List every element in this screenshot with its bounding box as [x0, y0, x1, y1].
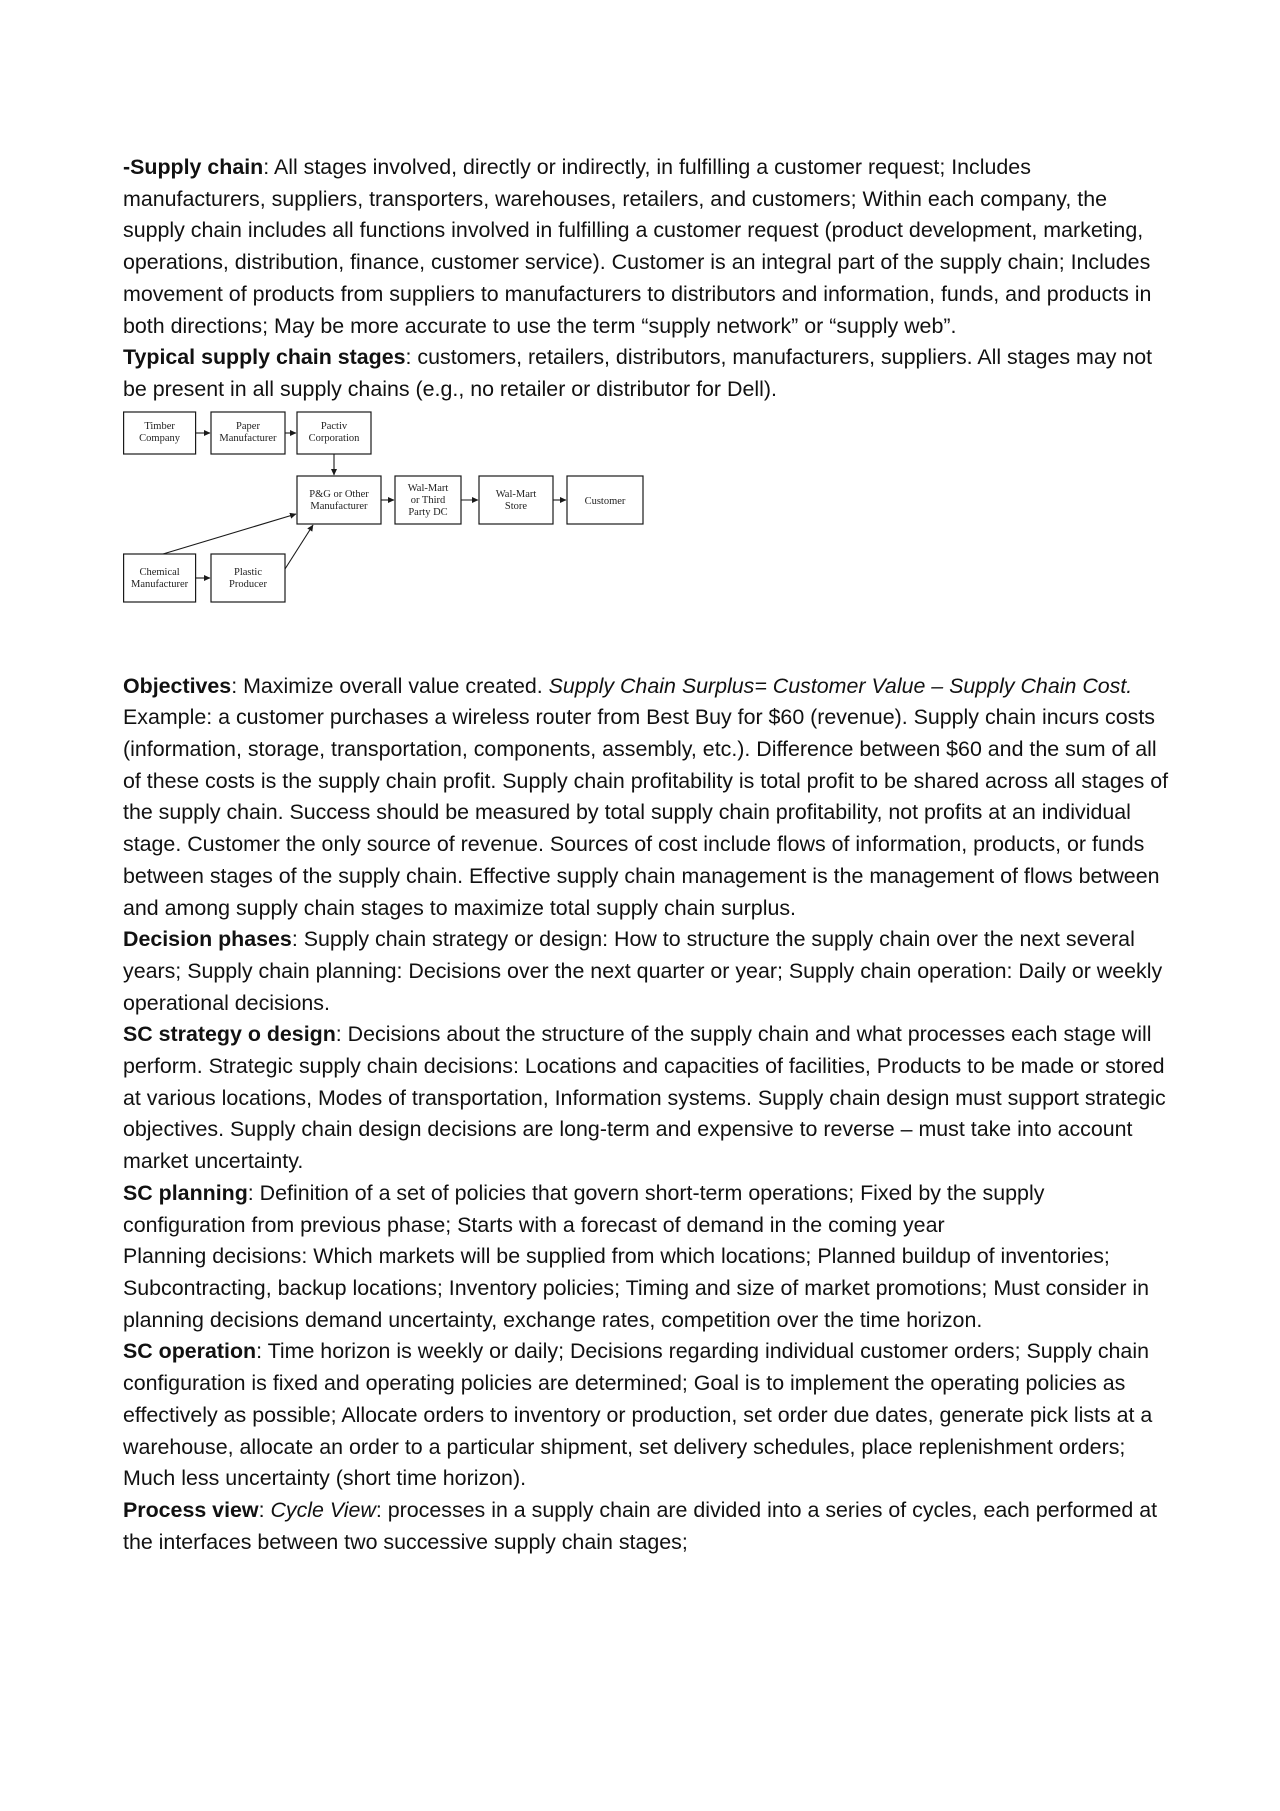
pg-label-2: Manufacturer — [310, 500, 368, 512]
document-page — [123, 152, 1169, 1558]
walmart-dc-label-3: Party DC — [408, 506, 448, 518]
paragraph-example — [123, 702, 1169, 924]
term-process-view: Process view — [123, 1497, 259, 1522]
paragraph-process-view — [123, 1495, 1169, 1558]
text-example: Example: a customer purchases a wireless router from Best Buy for $60 (revenue). Supply chain incurs costs (information, storage, transportation, components, assembly, etc.). Difference between $60 and the sum of all of these costs is the supply chain profit. Supply chain profitability is total profit to be shared across all stages of the supply chain. Success should be measured by total supply chain profitability, not profits at an individual stage. Customer the only source of revenue. Sources of cost include flows of information, products, or funds between stages of the supply chain. Effective supply chain management is the management of flows between and among supply chain stages to maximize total supply chain surplus. — [123, 705, 1169, 920]
paper-label-2: Manufacturer — [219, 432, 277, 444]
walmart-dc-label-1: Wal-Mart — [407, 482, 449, 494]
text-supply-chain: : All stages involved, directly or indirectly, in fulfilling a customer request; Includes manufacturers, suppliers, transporters, warehouses, retailers, and customers; Within each company, the supply chain includes all functions involved in fulfilling a customer request (product development, marketing, operations, distribution, finance, customer service). Customer is an integral part of the supply chain; Includes movement of products from suppliers to manufacturers to distributors and information, funds, and products in both directions; May be more accurate to use the term “supply network” or “supply web”. — [123, 155, 1152, 338]
arrow-chemical-to-pg — [163, 514, 296, 554]
paragraph-sc-operation — [123, 1336, 1169, 1495]
term-decision-phases: Decision phases — [123, 927, 292, 952]
text-planning-decisions: Planning decisions: Which markets will be supplied from which locations; Planned buildup of inventories; Subcontracting, backup locations; Inventory policies; Timing and size of market promotions; Must consider in planning decisions demand uncertainty, exchange rates, competition over the time horizon. — [123, 1244, 1150, 1332]
text-decision-phases: : Supply chain strategy or design: How to structure the supply chain over the next several years; Supply chain planning: Decisions over the next quarter or year; Supply chain operation: Daily or weekly operational decisions. — [123, 927, 1163, 1015]
pactiv-label-1: Pactiv — [320, 420, 348, 432]
paragraph-supply-chain — [123, 152, 1169, 342]
timber-label-2: Company — [139, 432, 181, 444]
box-plastic-producer — [211, 554, 285, 602]
arrow-plastic-to-pg — [285, 525, 313, 569]
plastic-label-1: Plastic — [234, 566, 262, 578]
customer-label: Customer — [584, 495, 626, 507]
box-paper-manufacturer — [211, 412, 285, 454]
text-typical-stages: : customers, retailers, distributors, manufacturers, suppliers. All stages may not be present in all supply chains (e.g., no retailer or distributor for Dell). — [123, 345, 1153, 401]
paragraph-typical-stages — [123, 342, 1169, 405]
pactiv-label-2: Corporation — [308, 432, 360, 444]
separator-process-view: : — [258, 1497, 271, 1522]
box-walmart-dc — [395, 476, 461, 524]
term-sc-planning: SC planning — [123, 1180, 248, 1205]
formula-surplus: Supply Chain Surplus= Customer Value – Supply Chain Cost. — [548, 673, 1133, 698]
term-typical-stages: Typical supply chain stages — [123, 345, 406, 370]
paragraph-planning-decisions — [123, 1241, 1169, 1336]
box-pactiv-corporation — [297, 412, 371, 454]
text-sc-operation: : Time horizon is weekly or daily; Decisions regarding individual customer orders; Supply chain configuration is fixed and operating policies are determined; Goal is to implement the operating policies as effectively as possible; Allocate orders to inventory or production, set order due dates, generate pick lists at a warehouse, allocate an order to a particular shipment, set delivery schedules, place replenishment orders; Much less uncertainty (short time horizon). — [123, 1339, 1153, 1491]
walmart-dc-label-2: or Third — [410, 494, 446, 506]
timber-label-1: Timber — [144, 420, 175, 432]
paragraph-objectives — [123, 671, 1169, 703]
term-sc-operation: SC operation — [123, 1339, 257, 1364]
pg-label-1: P&G or Other — [309, 488, 369, 500]
text-objectives: : Maximize overall value created. — [231, 673, 549, 698]
text-sc-strategy: : Decisions about the structure of the supply chain and what processes each stage will perform. Strategic supply chain decisions: Locations and capacities of facilities, Products to be made or stored at various locations, Modes of transportation, Information systems. Supply chain design must support strategic objectives. Supply chain design decisions are long-term and expensive to reverse – must take into account market uncertainty. — [123, 1022, 1166, 1174]
term-objectives: Objectives — [123, 673, 232, 698]
paragraph-sc-strategy — [123, 1019, 1169, 1178]
paragraph-decision-phases — [123, 924, 1169, 1019]
term-supply-chain: -Supply chain — [123, 155, 264, 179]
walmart-store-label-1: Wal-Mart — [495, 488, 537, 500]
box-customer — [567, 476, 643, 524]
chemical-label-2: Manufacturer — [131, 578, 189, 590]
box-timber-company — [124, 412, 196, 454]
box-chemical-manufacturer — [124, 554, 196, 602]
paper-label-1: Paper — [236, 420, 260, 432]
box-walmart-store — [479, 476, 553, 524]
walmart-store-label-2: Store — [504, 500, 528, 512]
term-sc-strategy: SC strategy o design — [123, 1022, 336, 1047]
box-pg-manufacturer — [297, 476, 381, 524]
plastic-label-2: Producer — [229, 578, 267, 590]
subterm-cycle-view: Cycle View — [270, 1497, 376, 1522]
paragraph-sc-planning — [123, 1178, 1169, 1241]
chemical-label-1: Chemical — [139, 566, 180, 578]
spacer — [123, 609, 1169, 671]
supply-chain-diagram — [123, 409, 645, 609]
text-process-view: : processes in a supply chain are divided into a series of cycles, each performed at the interfaces between two successive supply chain stages; — [123, 1497, 1158, 1554]
text-sc-planning: : Definition of a set of policies that govern short-term operations; Fixed by the supply configuration from previous phase; Starts with a forecast of demand in the coming year — [123, 1180, 1045, 1237]
